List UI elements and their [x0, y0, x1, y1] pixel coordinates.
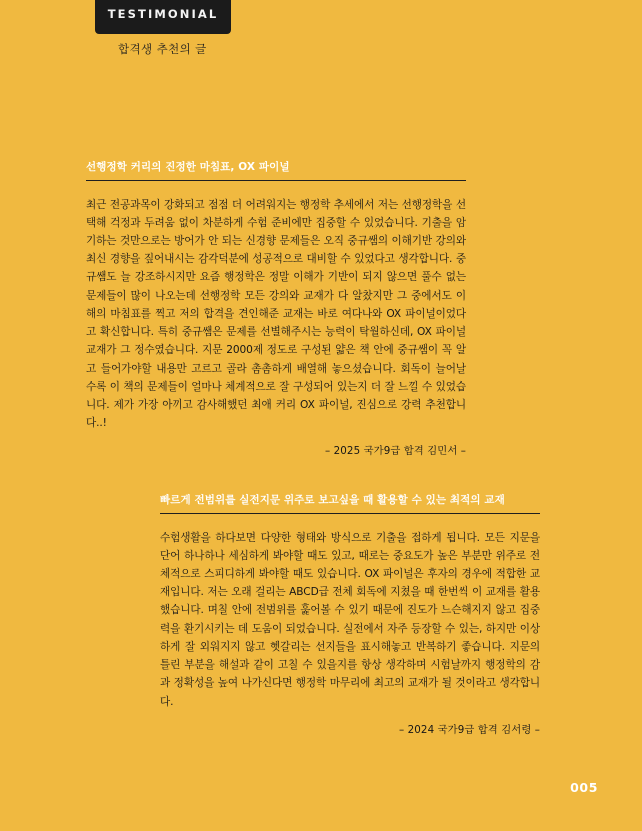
testimonial-signature: – 2025 국가9급 합격 김민서 –	[325, 445, 466, 458]
testimonial-title: 빠르게 전범위를 실전지문 위주로 보고싶을 때 활용할 수 있는 최적의 교재	[160, 494, 540, 514]
testimonial-title: 선행정학 커리의 진정한 마침표, OX 파이널	[86, 161, 466, 181]
testimonial-block	[160, 494, 540, 736]
testimonial-block	[86, 161, 466, 457]
testimonial-body: 수험생활을 하다보면 다양한 형태와 방식으로 기출을 접하게 됩니다. 모든 지문을 단어 하나하나 세심하게 봐야할 때도 있고, 때로는 중요도가 높은 부분만 위주로 전체적으로 스피디하게 봐야할 때도 있습니다. OX 파이널은 후자의 경우에 적합한 교재입니다. 저는 오래 걸리는 ABCD급 전체 회독에 지쳤을 때 한번씩 이 교재를 활용했습니다. 며칠 안에 전범위를 훑어볼 수 있기 때문에 진도가 느슨해지지 않고 집중력을 환기시키는 데 도움이 되었습니다. 실전에서 자주 등장할 수 있는, 하지만 이상하게 잘 외워지지 않고 헷갈리는 선지들을 표시해놓고 반복하기 좋습니다. 지문의 틀린 부분을 해설과 같이 고칠 수 있을지를 항상 생각하며 시험날까지 행정학의 감과 정확성을 높여 나가신다면 행정학 마무리에 최고의 교재가 될 것이라고 생각합니다.	[160, 531, 540, 708]
testimonial-tab-label: TESTIMONIAL	[107, 7, 219, 21]
page-number: 005	[570, 780, 598, 795]
testimonial-signature: – 2024 국가9급 합격 김서령 –	[399, 723, 540, 736]
header-subtitle: 합격생 추천의 글	[118, 42, 207, 56]
testimonial-tab	[95, 0, 231, 34]
testimonial-body: 최근 전공과목이 강화되고 점점 더 어려워지는 행정학 추세에서 저는 선행정학을 선택해 걱정과 두려움 없이 차분하게 수험 준비에만 집중할 수 있었습니다. 기출을 암기하는 것만으로는 방어가 안 되는 신경향 문제들은 오직 중규쌤의 이해기반 강의와 최신 경향을 짚어내시는 감각덕분에 성공적으로 대비할 수 있었다고 생각합니다. 중규쌤도 늘 강조하시지만 요즘 행정학은 정말 이해가 기반이 되지 않으면 풀수 없는 문제들이 많이 나오는데 선행정학 모든 강의와 교재가 다 알찼지만 그 중에서도 이해의 마침표를 찍고 저의 합격을 견인해준 교재는 바로 여다나와 OX 파이널이었다고 확신합니다. 특히 중규쌤은 문제를 선별해주시는 능력이 탁월하신데, OX 파이널 교재가 그 정수였습니다. 지문 2000제 정도로 구성된 얇은 책 안에 중규쌤이 꼭 알고 들어가야할 내용만 고르고 골라 촘촘하게 배열해 놓으셨습니다. 회독이 늘어날 수록 이 책의 문제들이 얼마나 체계적으로 잘 구성되어 있는지 더 잘 느낄 수 있었습니다. 제가 가장 아끼고 감사해했던 최애 커리 OX 파이널, 진심으로 강력 추천합니다..!	[86, 198, 466, 430]
